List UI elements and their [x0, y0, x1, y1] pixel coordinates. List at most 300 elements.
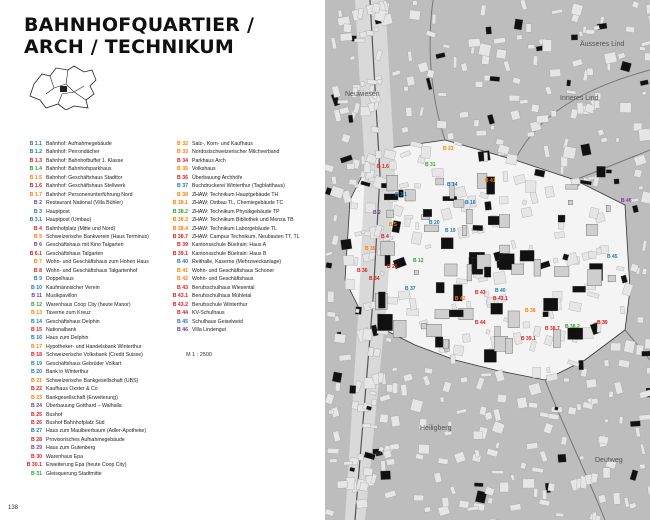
- background-building: [374, 27, 378, 32]
- background-building: [474, 120, 480, 127]
- legend-code: B 26: [31, 419, 42, 426]
- legend-code: B 29: [31, 445, 42, 452]
- district-building: [424, 225, 439, 232]
- background-building: [604, 360, 609, 367]
- legend-item: [26, 427, 166, 435]
- district-map: [325, 0, 650, 520]
- background-building: [474, 483, 483, 487]
- legend-item: [172, 233, 320, 241]
- legend-item: [172, 301, 320, 309]
- building-marker: B 20: [429, 220, 440, 226]
- legend-label: Musikpavillon: [46, 293, 78, 300]
- legend-item: [26, 148, 166, 156]
- legend-item: [26, 157, 166, 165]
- background-building: [349, 385, 356, 393]
- background-building: [354, 39, 365, 42]
- district-building: [534, 259, 541, 276]
- legend-item: [172, 318, 320, 326]
- legend-label: Bankgesellschaft (Erweiterung): [46, 394, 118, 401]
- building-marker: B 3.1: [395, 192, 407, 198]
- legend-label: Wohn- und Geschäftshaus: [192, 276, 254, 283]
- background-building: [471, 47, 475, 54]
- district-building: [436, 178, 444, 185]
- background-building: [387, 297, 398, 304]
- legend-label: Volkshaus: [192, 166, 216, 173]
- district-building: [505, 338, 512, 353]
- background-building: [553, 258, 558, 264]
- background-building: [639, 47, 645, 51]
- district-building: [508, 311, 519, 328]
- legend-label: Villa Lindengut: [192, 326, 226, 333]
- background-building: [421, 146, 431, 159]
- background-building: [520, 99, 528, 104]
- legend-code: B 19: [31, 360, 42, 367]
- background-building: [499, 196, 508, 204]
- legend-label: Kaufhaus Oxster & Co: [46, 386, 98, 393]
- legend-list-right: [172, 140, 320, 334]
- legend-code: B 15: [31, 326, 42, 333]
- legend-code: B 38.4: [172, 225, 188, 232]
- background-building: [340, 33, 352, 41]
- background-building: [558, 454, 567, 463]
- legend-item: [26, 309, 166, 317]
- background-building: [491, 125, 495, 129]
- background-building: [645, 53, 650, 61]
- building-marker: B 2: [373, 210, 381, 216]
- background-building: [503, 171, 508, 181]
- background-building: [326, 262, 333, 268]
- background-building: [645, 339, 650, 349]
- legend-label: Warenhaus Epa: [46, 453, 84, 460]
- legend-code: B 30.1: [26, 462, 42, 469]
- background-building: [343, 24, 351, 33]
- legend-item: [26, 301, 166, 309]
- background-building: [497, 394, 507, 403]
- background-building: [638, 128, 650, 141]
- legend-label: Hypotheker- und Handelsbank Winterthur: [46, 343, 142, 350]
- legend-label: KV-Schulhaus: [192, 310, 225, 317]
- legend-code: B 45: [177, 318, 188, 325]
- district-building: [448, 310, 464, 317]
- legend-code: B 16: [31, 335, 42, 342]
- legend-label: Geschäftshaus mit Kino Talgarten: [46, 242, 124, 249]
- building-marker: B 5: [389, 222, 397, 228]
- legend-item: [26, 275, 166, 283]
- legend-code: B 1.2: [29, 149, 42, 156]
- background-building: [564, 378, 570, 382]
- legend-code: B 36: [177, 174, 188, 181]
- background-building: [550, 69, 561, 77]
- background-building: [450, 355, 455, 364]
- background-building: [509, 95, 520, 101]
- background-building: [548, 414, 559, 420]
- background-building: [583, 26, 587, 33]
- background-building: [481, 373, 491, 377]
- background-building: [334, 333, 346, 343]
- legend-label: Schweizerische Bankverein (Haus Terminus): [46, 233, 149, 240]
- background-building: [492, 471, 504, 474]
- legend-code: B 20: [31, 369, 42, 376]
- legend-item: [26, 453, 166, 461]
- background-building: [475, 81, 482, 87]
- legend-code: B 21: [31, 377, 42, 384]
- background-building: [624, 340, 636, 354]
- background-building: [533, 367, 541, 377]
- legend-label: Gleisquerung Stadtmitte: [46, 470, 102, 477]
- background-building: [335, 383, 340, 391]
- district-building: [393, 320, 406, 337]
- background-building: [478, 43, 491, 57]
- background-building: [327, 291, 334, 302]
- background-building: [338, 100, 349, 104]
- legend-label: Geschäftshaus Delphin: [46, 318, 100, 325]
- legend-code: B 17: [31, 343, 42, 350]
- legend-label: Bushof Bahnhofplatz Süd: [46, 419, 105, 426]
- legend-label: Parkhaus Arch: [192, 157, 226, 164]
- background-building: [551, 111, 557, 117]
- background-building: [453, 57, 456, 68]
- legend-item: [172, 258, 320, 266]
- legend-label: Haus zum Maulbeerbaum (Adler-Apotheke): [46, 428, 147, 435]
- legend-label: Doppelhaus: [46, 276, 74, 283]
- background-building: [620, 103, 632, 113]
- district-building: [484, 267, 490, 277]
- legend-label: Taverne zum Kreuz: [46, 310, 91, 317]
- background-building: [587, 68, 594, 75]
- background-building: [418, 444, 429, 454]
- background-building: [380, 414, 389, 423]
- legend-code: B 38.1: [172, 200, 188, 207]
- legend-item: [172, 241, 320, 249]
- background-building: [560, 166, 564, 174]
- building-marker: B 45: [607, 254, 618, 260]
- legend-label: Wohn- und Geschäftshaus Schoner: [192, 267, 275, 274]
- building-marker: B 25: [387, 264, 398, 270]
- district-building: [588, 269, 602, 285]
- background-building: [493, 271, 506, 285]
- legend-code: B 39.1: [172, 250, 188, 257]
- legend-item: [26, 241, 166, 249]
- legend-label: Nordostschweizerischer Milchverband: [192, 149, 280, 156]
- background-building: [642, 268, 647, 274]
- legend-label: Überbauung Gotthard – Walhalla: [46, 403, 122, 410]
- legend-code: B 46: [177, 326, 188, 333]
- legend-item: [26, 292, 166, 300]
- background-building: [531, 104, 540, 112]
- building-marker: B 39.1: [521, 336, 536, 342]
- legend-label: Bahnhof: Geschäftshaus Stellwerk: [46, 183, 126, 190]
- background-building: [462, 334, 470, 343]
- background-building: [558, 223, 564, 230]
- background-building: [545, 186, 555, 198]
- legend-label: Wohn- und Geschäftshaus Talgartenhof: [46, 267, 138, 274]
- legend-item: [26, 258, 166, 266]
- page-title: [24, 14, 254, 58]
- legend-item: [26, 326, 166, 334]
- background-building: [579, 360, 584, 370]
- background-building: [533, 56, 538, 65]
- background-building: [371, 126, 379, 132]
- legend-code: B 38.2: [172, 208, 188, 215]
- legend-code: B 27: [31, 428, 42, 435]
- background-building: [526, 24, 531, 33]
- legend-item: [26, 360, 166, 368]
- background-building: [368, 347, 374, 356]
- building-marker: B 38.7: [545, 326, 560, 332]
- legend-item: [172, 267, 320, 275]
- legend-code: B 1.4: [29, 166, 42, 173]
- legend-code: B 9: [33, 276, 42, 283]
- legend-label: Bahnhof: Bahnhofbuffet 1. Klasse: [46, 157, 124, 164]
- district-building: [441, 238, 453, 249]
- background-building: [358, 454, 364, 461]
- legend-label: Salz-, Korn- und Kaufhaus: [192, 141, 253, 147]
- legend-item: [26, 174, 166, 182]
- background-building: [534, 488, 538, 497]
- background-building: [630, 421, 640, 427]
- background-building: [327, 448, 339, 454]
- district-building: [387, 210, 394, 218]
- building-marker: B 19: [445, 228, 456, 234]
- background-building: [447, 133, 454, 140]
- background-building: [506, 154, 518, 165]
- legend-label: Restaurant National (Villa Bühler): [46, 200, 123, 207]
- background-building: [554, 231, 564, 238]
- background-building: [355, 309, 359, 313]
- legend-code: B 1.7: [29, 191, 42, 198]
- scale-label: M 1 : 2500: [186, 352, 212, 358]
- background-building: [542, 40, 551, 52]
- legend-label: Warenhaus Coop City (heute Manor): [46, 301, 131, 308]
- background-building: [361, 156, 365, 165]
- legend-item: [172, 174, 320, 182]
- legend-code: B 7: [33, 259, 42, 266]
- legend-label: Geschäftshaus Talgarten: [46, 250, 104, 257]
- background-building: [542, 490, 546, 499]
- legend-item: [26, 208, 166, 216]
- legend-label: Bahnhof: Geschäftshaus Stadttor: [46, 174, 123, 181]
- legend-item: [26, 233, 166, 241]
- background-building: [591, 398, 598, 404]
- legend-item: [26, 140, 166, 148]
- place-label: Heiligberg: [420, 425, 452, 432]
- place-label: Deutweg: [595, 457, 623, 464]
- background-building: [329, 410, 334, 414]
- background-building: [625, 26, 634, 33]
- background-building: [514, 19, 523, 30]
- legend-label: Berufsschule Winterthur: [192, 301, 248, 308]
- legend-code: B 1.5: [29, 174, 42, 181]
- legend-item: [26, 267, 166, 275]
- legend-item: [172, 275, 320, 283]
- district-building: [568, 200, 572, 204]
- background-building: [496, 49, 507, 59]
- background-building: [390, 443, 400, 450]
- district-building: [422, 323, 427, 329]
- background-building: [392, 383, 397, 394]
- district-building: [381, 242, 395, 256]
- background-building: [391, 415, 401, 427]
- legend-item: [26, 343, 166, 351]
- legend-label: Provisorisches Aufnahmegebäude: [46, 436, 125, 443]
- district-building: [454, 200, 464, 208]
- background-building: [332, 372, 342, 383]
- legend-label: Bahnhof: Personenunterführung Nord: [46, 191, 133, 198]
- district-building: [426, 324, 441, 336]
- legend-label: Bahnhof: Perrondächer: [46, 149, 100, 156]
- legend-code: B 6.1: [29, 250, 42, 257]
- legend-label: Nationalbank: [46, 326, 77, 333]
- district-building: [566, 185, 578, 189]
- legend-code: B 4: [33, 225, 42, 232]
- background-building: [642, 351, 650, 356]
- background-building: [516, 35, 522, 40]
- legend-label: Schulhaus Geiselweid: [192, 318, 244, 325]
- place-label: Neuwiesen: [345, 91, 380, 98]
- building-marker: B 38.2: [565, 324, 580, 330]
- legend-code: B 41: [177, 267, 188, 274]
- background-building: [592, 512, 596, 520]
- legend-code: B 2: [33, 200, 42, 207]
- district-building: [462, 225, 467, 235]
- district-building: [435, 337, 443, 347]
- background-building: [521, 207, 532, 218]
- background-building: [362, 424, 370, 428]
- building-marker: B 46: [621, 198, 632, 204]
- background-building: [351, 203, 358, 210]
- legend-label: Kantonsschule Büelrain: Haus B: [192, 250, 267, 257]
- legend-code: B 37: [177, 183, 188, 190]
- background-building: [376, 151, 382, 159]
- background-building: [547, 367, 551, 373]
- background-building: [424, 507, 431, 513]
- background-building: [566, 80, 571, 87]
- background-building: [468, 38, 480, 47]
- district-building: [378, 314, 393, 330]
- legend-label: Kantonsschule Büelrain: Haus A: [192, 242, 267, 249]
- background-building: [329, 459, 337, 463]
- background-building: [473, 431, 482, 439]
- background-building: [646, 4, 650, 14]
- building-marker: B 39: [597, 320, 608, 326]
- background-building: [485, 201, 492, 210]
- legend-code: B 28: [31, 436, 42, 443]
- legend-item: [26, 402, 166, 410]
- background-building: [576, 478, 581, 489]
- title-line-1: BAHNHOFQUARTIER /: [24, 14, 255, 36]
- district-building: [467, 264, 472, 281]
- legend-label: ZHAW: Technikum Bibliothek und Mensa TB: [192, 217, 294, 224]
- legend-code: B 1.3: [29, 157, 42, 164]
- legend-item: [26, 419, 166, 427]
- district-building: [499, 215, 509, 228]
- background-building: [613, 493, 620, 505]
- background-building: [646, 367, 650, 374]
- legend-item: [172, 309, 320, 317]
- district-building: [443, 339, 448, 348]
- legend-label: Geschäftshaus Gebrüder Volkart: [46, 360, 122, 367]
- background-building: [401, 384, 408, 396]
- legend-label: Schweizerische Volksbank (Credit Suisse): [46, 352, 143, 359]
- background-building: [586, 29, 595, 34]
- background-building: [523, 322, 530, 328]
- legend-item: [26, 368, 166, 376]
- legend-code: B 38.7: [172, 233, 188, 240]
- background-building: [556, 513, 564, 517]
- background-building: [479, 406, 487, 415]
- background-building: [372, 400, 377, 406]
- legend-item: [26, 351, 166, 359]
- legend-label: ZHAW: Technikum Hauptgebäude TH: [192, 191, 279, 198]
- background-building: [363, 329, 372, 341]
- background-building: [349, 179, 357, 185]
- legend-item: [26, 199, 166, 207]
- legend-code: B 5: [33, 233, 42, 240]
- legend-code: B 14: [31, 318, 42, 325]
- legend-item: [172, 157, 320, 165]
- background-building: [554, 406, 558, 410]
- legend-code: B 1.1: [29, 141, 42, 147]
- building-marker: B 31: [425, 162, 436, 168]
- building-marker: B 1.6: [377, 164, 389, 170]
- background-building: [500, 482, 509, 492]
- legend-code: B 23: [31, 394, 42, 401]
- legend-item: [26, 165, 166, 173]
- legend-label: Buchdruckerei Winterthur (Tagblatthaus): [192, 183, 285, 190]
- legend-label: Bahnhof: Bahnhofsparkhaus: [46, 166, 112, 173]
- legend-label: Überbauung Archhöfe: [192, 174, 243, 181]
- title-line-2: ARCH / TECHNIKUM: [24, 36, 235, 58]
- background-building: [416, 222, 419, 229]
- legend-item: [26, 250, 166, 258]
- background-building: [411, 232, 422, 245]
- legend-item: [26, 470, 166, 478]
- legend-item: [26, 182, 166, 190]
- legend-item: [172, 191, 320, 199]
- background-building: [412, 0, 417, 5]
- background-building: [473, 225, 483, 231]
- background-building: [360, 482, 369, 491]
- background-building: [432, 14, 436, 24]
- background-building: [606, 169, 612, 173]
- legend-code: B 38.3: [172, 217, 188, 224]
- legend-item: [172, 216, 320, 224]
- background-building: [588, 251, 596, 259]
- background-building: [604, 52, 617, 64]
- legend-label: Haus zum Delphin: [46, 335, 89, 342]
- background-building: [619, 416, 623, 423]
- legend-label: ZHAW: Campus Technikum, Neubauten TT, TL: [192, 233, 300, 240]
- legend-item: [26, 284, 166, 292]
- background-building: [591, 473, 599, 483]
- background-building: [586, 379, 597, 389]
- background-building: [374, 102, 378, 110]
- background-building: [620, 306, 625, 314]
- background-building: [523, 479, 535, 489]
- legend-code: B 13: [31, 310, 42, 317]
- background-building: [442, 497, 449, 507]
- background-building: [634, 169, 642, 178]
- background-building: [609, 391, 614, 397]
- district-building: [543, 312, 548, 317]
- background-building: [369, 178, 375, 181]
- district-building: [606, 205, 610, 212]
- background-building: [571, 178, 581, 186]
- legend-item: [26, 225, 166, 233]
- place-label: Äusseres Lind: [580, 41, 625, 48]
- legend-item: [26, 385, 166, 393]
- legend-code: B 32: [177, 141, 188, 147]
